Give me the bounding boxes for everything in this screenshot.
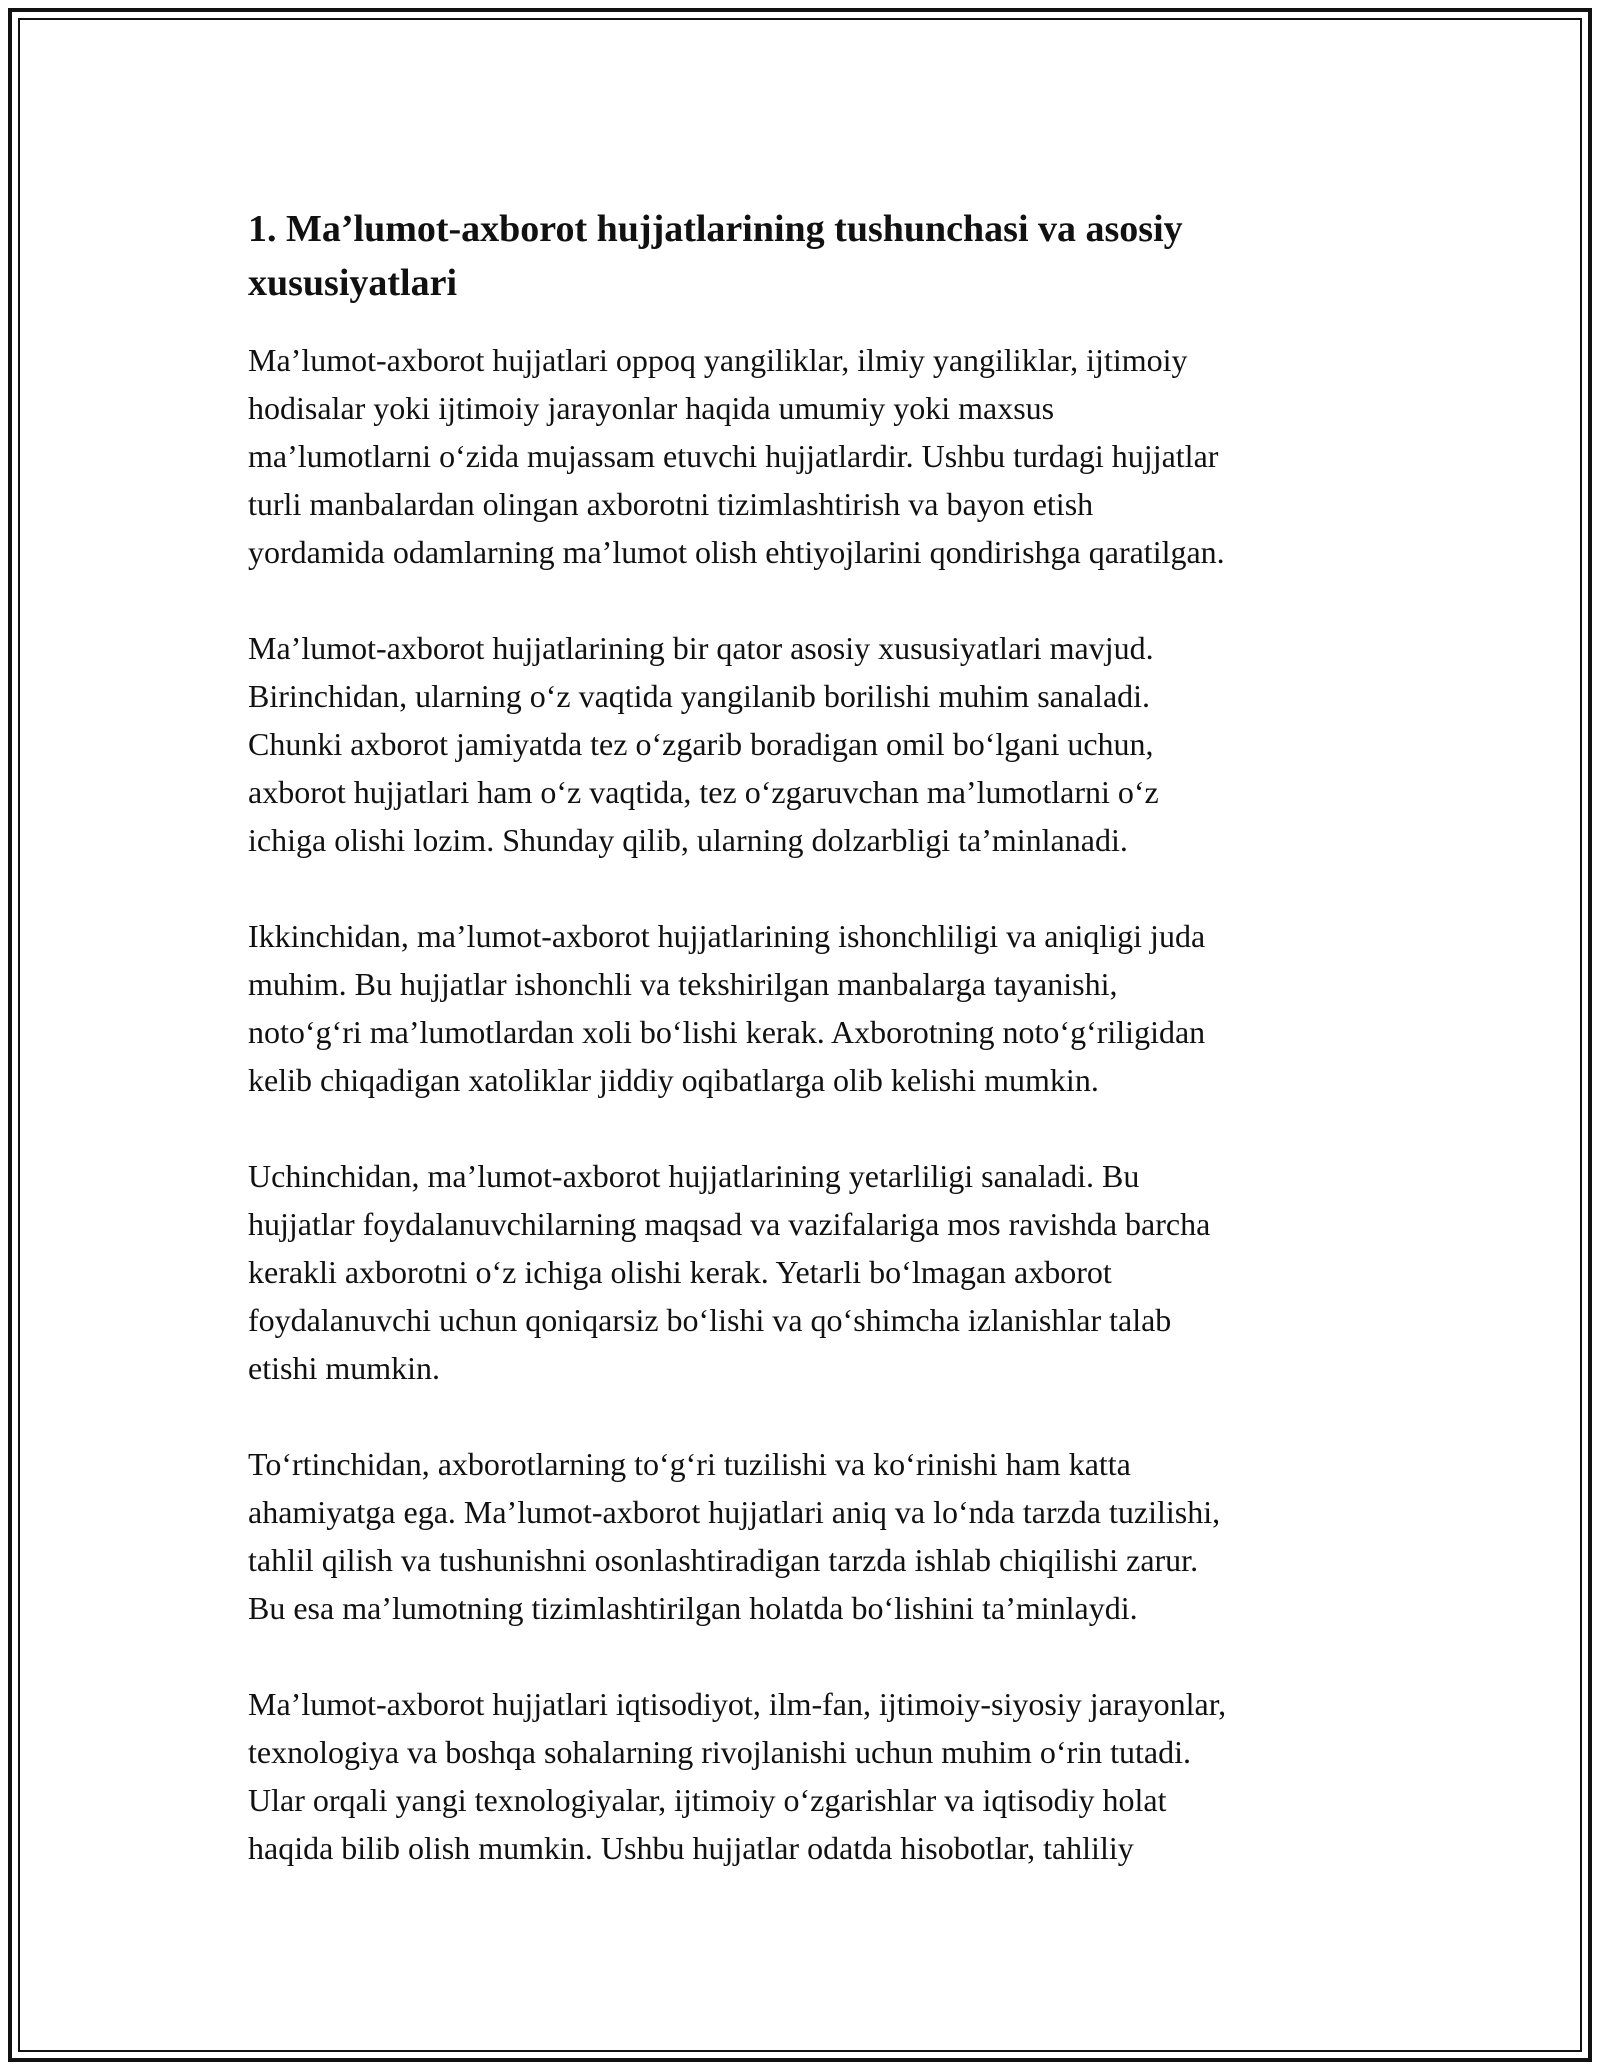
text-line: yordamida odamlarning ma’lumot olish ehtiyojlarini qondirishga qaratilgan. xyxy=(248,534,1225,570)
text-line: ichiga olishi lozim. Shunday qilib, ularning dolzarbligi ta’minlanadi. xyxy=(248,822,1128,858)
text-line: kelib chiqadigan xatoliklar jiddiy oqibatlarga olib kelishi mumkin. xyxy=(248,1062,1099,1098)
text-line: kerakli axborotni o‘z ichiga olishi kerak. Yetarli bo‘lmagan axborot xyxy=(248,1254,1112,1290)
text-line: Chunki axborot jamiyatda tez o‘zgarib boradigan omil bo‘lgani uchun, xyxy=(248,726,1154,762)
text-line: tahlil qilish va tushunishni osonlashtiradigan tarzda ishlab chiqilishi zarur. xyxy=(248,1542,1199,1578)
text-line: ahamiyatga ega. Ma’lumot-axborot hujjatlari aniq va lo‘nda tarzda tuzilishi, xyxy=(248,1494,1221,1530)
text-line: Ma’lumot-axborot hujjatlari oppoq yangiliklar, ilmiy yangiliklar, ijtimoiy xyxy=(248,342,1188,378)
paragraph-importance xyxy=(248,1680,1388,1872)
text-line: Ma’lumot-axborot hujjatlari iqtisodiyot, ilm-fan, ijtimoiy-siyosiy jarayonlar, xyxy=(248,1686,1227,1722)
paragraph-third-property xyxy=(248,1152,1388,1392)
text-line: Ular orqali yangi texnologiyalar, ijtimoiy o‘zgarishlar va iqtisodiy holat xyxy=(248,1782,1167,1818)
text-line: Birinchidan, ularning o‘z vaqtida yangilanib borilishi muhim sanaladi. xyxy=(248,678,1151,714)
text-line: hujjatlar foydalanuvchilarning maqsad va vazifalariga mos ravishda barcha xyxy=(248,1206,1211,1242)
text-line: ma’lumotlarni o‘zida mujassam etuvchi hujjatlardir. Ushbu turdagi hujjatlar xyxy=(248,438,1219,474)
text-line: Bu esa ma’lumotning tizimlashtirilgan holatda bo‘lishini ta’minlaydi. xyxy=(248,1590,1138,1626)
text-line: axborot hujjatlari ham o‘z vaqtida, tez o‘zgaruvchan ma’lumotlarni o‘z xyxy=(248,774,1159,810)
heading-line: xususiyatlari xyxy=(248,262,458,304)
page-frame xyxy=(8,8,1592,2062)
text-line: foydalanuvchi uchun qoniqarsiz bo‘lishi va qo‘shimcha izlanishlar talab xyxy=(248,1302,1172,1338)
paragraph-intro xyxy=(248,336,1388,576)
heading-line: 1. Ma’lumot-axborot hujjatlarining tushunchasi va asosiy xyxy=(248,208,1183,250)
text-line: etishi mumkin. xyxy=(248,1350,440,1386)
text-line: Ikkinchidan, ma’lumot-axborot hujjatlarining ishonchliligi va aniqligi juda xyxy=(248,918,1206,954)
section-heading xyxy=(248,202,1388,310)
paragraph-fourth-property xyxy=(248,1440,1388,1632)
document-body xyxy=(248,202,1388,1872)
text-line: haqida bilib olish mumkin. Ushbu hujjatlar odatda hisobotlar, tahliliy xyxy=(248,1830,1134,1866)
text-line: texnologiya va boshqa sohalarning rivojlanishi uchun muhim o‘rin tutadi. xyxy=(248,1734,1191,1770)
text-line: noto‘g‘ri ma’lumotlardan xoli bo‘lishi kerak. Axborotning noto‘g‘riligidan xyxy=(248,1014,1206,1050)
text-line: muhim. Bu hujjatlar ishonchli va tekshirilgan manbalarga tayanishi, xyxy=(248,966,1118,1002)
paragraph-second-property xyxy=(248,912,1388,1104)
text-line: Uchinchidan, ma’lumot-axborot hujjatlarining yetarliligi sanaladi. Bu xyxy=(248,1158,1140,1194)
text-line: hodisalar yoki ijtimoiy jarayonlar haqida umumiy yoki maxsus xyxy=(248,390,1055,426)
paragraph-first-property xyxy=(248,624,1388,864)
text-line: To‘rtinchidan, axborotlarning to‘g‘ri tuzilishi va ko‘rinishi ham katta xyxy=(248,1446,1131,1482)
text-line: turli manbalardan olingan axborotni tizimlashtirish va bayon etish xyxy=(248,486,1094,522)
text-line: Ma’lumot-axborot hujjatlarining bir qator asosiy xususiyatlari mavjud. xyxy=(248,630,1154,666)
